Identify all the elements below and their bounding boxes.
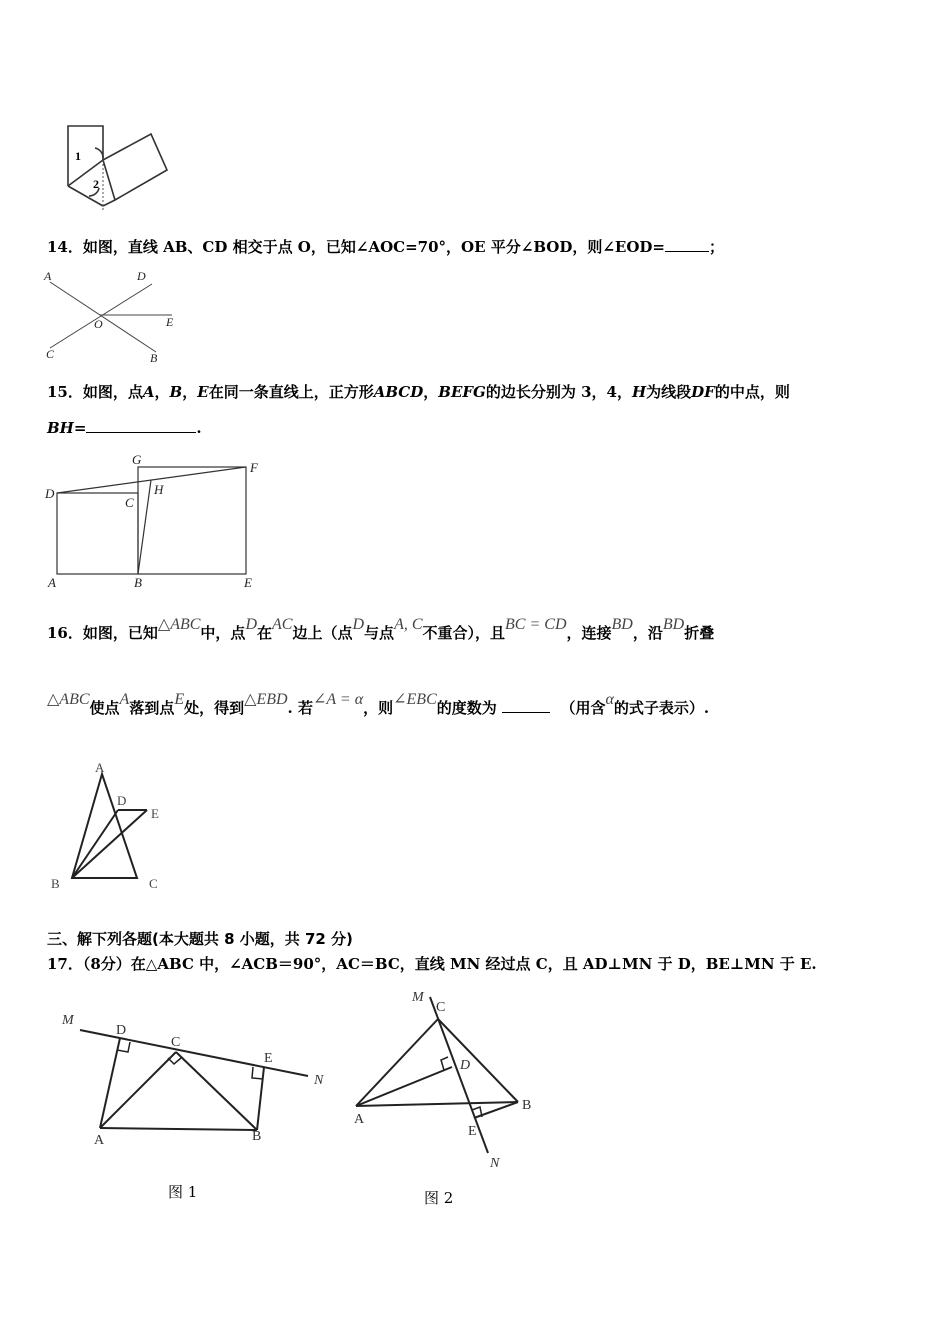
q15-p3: 的边长分别为 3，4， bbox=[485, 383, 632, 401]
q16-m9: △ABC bbox=[47, 691, 90, 708]
q16-m2: D bbox=[245, 616, 257, 633]
fig15-label-F: F bbox=[250, 460, 258, 475]
q15-DF: DF bbox=[691, 383, 715, 401]
question-16 bbox=[47, 616, 715, 643]
q16-t1: 如图，已知 bbox=[82, 624, 158, 642]
figure-q17-1 bbox=[50, 1002, 350, 1202]
q14-answer-blank bbox=[665, 237, 709, 252]
question-15: 15．如图，点A，B，E在同一条直线上，正方形ABCD，BEFG的边长分别为 3，4，H为线段DF的中点，则 bbox=[47, 383, 790, 401]
q15-bh-label: BH= bbox=[47, 419, 87, 437]
fig17-2-label-C: C bbox=[436, 1000, 446, 1015]
q15-p4: 为线段 bbox=[646, 383, 692, 401]
fig17-2-label-B: B bbox=[522, 1098, 532, 1113]
fig14-label-C: C bbox=[46, 347, 55, 361]
fig15-label-B: B bbox=[134, 575, 142, 590]
q15-A: A bbox=[142, 383, 155, 401]
fig15-label-H: H bbox=[154, 482, 164, 497]
q16-answer-blank bbox=[502, 698, 550, 713]
q15-ABCD: ABCD bbox=[373, 383, 424, 401]
q15-end: . bbox=[196, 419, 202, 437]
q16-m4: D bbox=[352, 616, 365, 633]
fig14-label-O: O bbox=[94, 317, 103, 331]
fig15-label-A: A bbox=[48, 575, 56, 590]
q16-m10: A bbox=[119, 691, 130, 708]
fig17-1-label-B: B bbox=[252, 1129, 262, 1144]
figure-q17-2 bbox=[348, 985, 548, 1210]
fig17-1-label-D: D bbox=[116, 1023, 127, 1038]
fig17-2-label-N: N bbox=[490, 1156, 500, 1171]
fig17-2-label-M: M bbox=[412, 990, 424, 1005]
q16-t15: 的度数为 bbox=[436, 699, 497, 717]
q16-m12: △EBD bbox=[244, 691, 288, 708]
q14-number: 14． bbox=[47, 238, 83, 256]
figure-q16 bbox=[45, 760, 175, 895]
fig17-1-label-C: C bbox=[171, 1035, 181, 1050]
q16-number: 16． bbox=[47, 624, 83, 642]
q14-after: ； bbox=[709, 238, 725, 256]
q16-t8: ，沿 bbox=[632, 624, 663, 642]
q15-p5: 的中点，则 bbox=[714, 383, 790, 401]
fig17-2-label-D: D bbox=[460, 1058, 471, 1073]
q16-t13: . 若 bbox=[287, 699, 313, 717]
q15-p2: 在同一条直线上，正方形 bbox=[208, 383, 374, 401]
fig17-2-label-E: E bbox=[468, 1124, 477, 1139]
q16-t10: 使点 bbox=[89, 699, 120, 717]
question-15-line2 bbox=[47, 418, 202, 437]
q16-t12: 处，得到 bbox=[184, 699, 245, 717]
fig16-label-D: D bbox=[117, 793, 127, 808]
question-17: 17．（8分）在△ABC 中，∠ACB＝90°，AC＝BC，直线 MN 经过点 C，且 AD⊥MN 于 D，BE⊥MN 于 E. bbox=[47, 955, 817, 973]
fig17-1-label-E: E bbox=[264, 1051, 273, 1066]
question-16-line2 bbox=[47, 691, 710, 718]
fig14-label-E: E bbox=[166, 315, 174, 329]
figure-q14 bbox=[40, 266, 190, 366]
fig14-label-D: D bbox=[137, 269, 146, 283]
fig17-1-label-M: M bbox=[62, 1013, 74, 1028]
q16-t2: 中，点 bbox=[200, 624, 246, 642]
q16-m11: E bbox=[174, 691, 185, 708]
q15-number: 15． bbox=[47, 383, 83, 401]
q15-H: H bbox=[631, 383, 647, 401]
q16-t7: ，连接 bbox=[566, 624, 612, 642]
fig16-label-B: B bbox=[51, 876, 60, 891]
fig17-2-label-A: A bbox=[354, 1112, 365, 1127]
q16-m6: BC = CD bbox=[505, 616, 567, 633]
q15-E: E bbox=[197, 383, 209, 401]
fig16-label-A: A bbox=[95, 760, 105, 775]
fig13-label-2: 2 bbox=[93, 177, 99, 191]
q16-t16: （用含 bbox=[560, 699, 606, 717]
fig17-1-label-N: N bbox=[314, 1073, 324, 1088]
figure-q15 bbox=[40, 450, 270, 590]
q16-t9: 折叠 bbox=[684, 624, 715, 642]
fig16-label-C: C bbox=[149, 876, 158, 891]
section-3-title: 三、解下列各题(本大题共 8 小题，共 72 分) bbox=[47, 930, 353, 948]
q15-p1: 如图，点 bbox=[82, 383, 143, 401]
q16-t17: 的式子表示）. bbox=[613, 699, 710, 717]
q16-m13: ∠A = α bbox=[313, 691, 364, 708]
q16-t4: 边上（点 bbox=[292, 624, 353, 642]
q16-m15: α bbox=[605, 691, 614, 708]
q15-answer-blank bbox=[86, 418, 196, 433]
q16-t5: 与点 bbox=[364, 624, 395, 642]
fig15-label-D: D bbox=[45, 486, 55, 501]
q16-t14: ，则 bbox=[363, 699, 394, 717]
fig15-label-C: C bbox=[125, 495, 134, 510]
q16-t3: 在 bbox=[257, 624, 273, 642]
fig17-1-caption: 图 1 bbox=[168, 1183, 198, 1201]
q16-m3: AC bbox=[272, 616, 293, 633]
q16-t11: 落到点 bbox=[129, 699, 175, 717]
fig14-label-A: A bbox=[44, 269, 52, 283]
q16-t6: 不重合），且 bbox=[422, 624, 506, 642]
fig17-2-caption: 图 2 bbox=[424, 1189, 454, 1207]
fig16-label-E: E bbox=[151, 806, 159, 821]
fig13-label-1: 1 bbox=[75, 149, 81, 163]
q15-B: B bbox=[169, 383, 183, 401]
fig15-label-E: E bbox=[244, 575, 252, 590]
q16-m8: BD bbox=[662, 616, 685, 633]
q16-m14: ∠EBC bbox=[393, 691, 437, 708]
figure-q13 bbox=[55, 118, 175, 213]
q14-text: 如图，直线 AB、CD 相交于点 O，已知∠AOC=70°，OE 平分∠BOD，则∠EOD= bbox=[82, 238, 665, 256]
q16-m5: A, C bbox=[394, 616, 423, 633]
fig17-1-label-A: A bbox=[94, 1133, 105, 1148]
q16-m1: △ABC bbox=[157, 616, 201, 633]
fig15-label-G: G bbox=[132, 452, 142, 467]
q15-BEFG: BEFG bbox=[438, 383, 486, 401]
question-14 bbox=[47, 236, 724, 257]
fig14-label-B: B bbox=[150, 351, 158, 365]
q16-m7: BD bbox=[611, 616, 633, 633]
